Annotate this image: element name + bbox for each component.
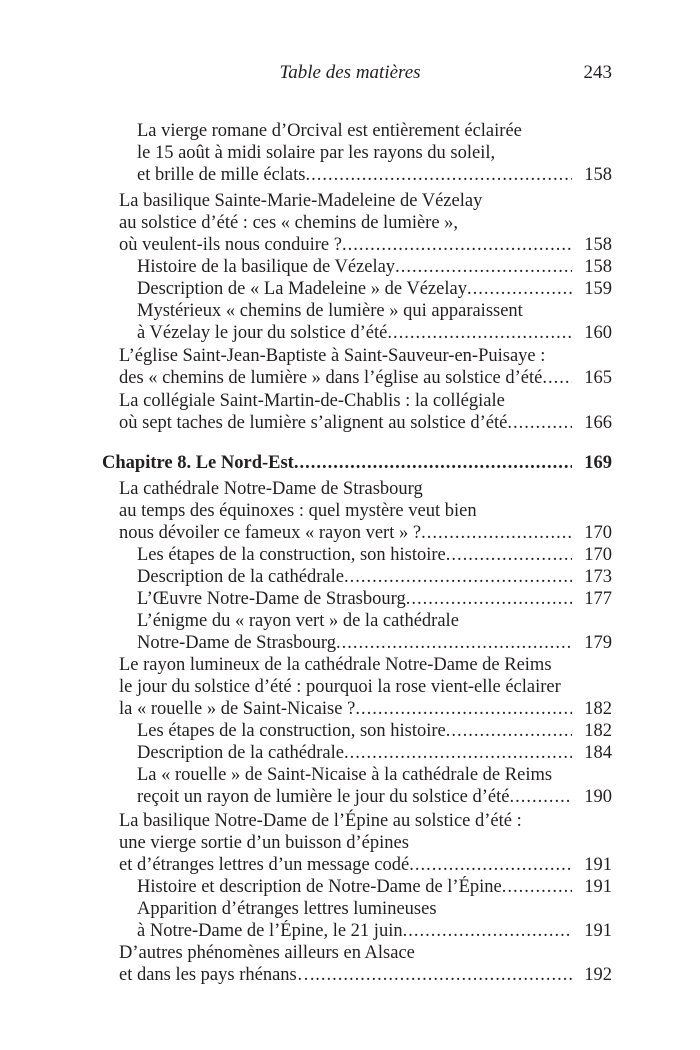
toc-page-number: 159: [584, 279, 612, 299]
toc-entry-text: où veulent-ils nous conduire ?: [119, 235, 342, 255]
toc-entry-text: reçoit un rayon de lumière le jour du solstice d’été: [137, 787, 510, 807]
toc-entry-text: L’Œuvre Notre-Dame de Strasbourg: [137, 589, 406, 609]
dot-leader: [342, 234, 572, 256]
toc-entry-text: Description de « La Madeleine » de Vézelay: [137, 279, 467, 299]
toc-entry-text: le jour du solstice d’été : pourquoi la rose vient-elle éclairer: [119, 677, 561, 697]
toc-entry-line: [137, 142, 700, 164]
dot-leader: [509, 786, 572, 808]
toc-entry: [119, 810, 700, 876]
toc-entry-text: L’église Saint-Jean-Baptiste à Saint-Sauveur-en-Puisaye :: [119, 346, 546, 366]
toc-entry-line: [119, 478, 700, 500]
toc-entry-line: [119, 676, 700, 698]
toc-entry-text: au solstice d’été : ces « chemins de lumière »,: [119, 213, 459, 233]
toc-entry-text: Description de la cathédrale: [137, 567, 344, 587]
toc-entry-text: Chapitre 8. Le Nord-Est: [102, 453, 294, 473]
toc-entry: [119, 478, 700, 544]
toc-entry-line: [119, 345, 700, 367]
toc-entry-line: [119, 832, 700, 854]
dot-leader: [344, 566, 572, 588]
toc-page-number: 160: [584, 323, 612, 343]
toc-entry-text: et d’étranges lettres d’un message codé: [119, 855, 410, 875]
toc-page-number: 191: [584, 855, 612, 875]
dot-leader: [387, 322, 572, 344]
toc-entry: [119, 190, 700, 256]
toc-entry-line: [119, 412, 700, 434]
toc-entry-text: et brille de mille éclats: [137, 165, 306, 185]
toc-page-number: 182: [584, 721, 612, 741]
toc-entry: [137, 588, 700, 610]
toc-entry-text: La « rouelle » de Saint-Nicaise à la cathédrale de Reims: [137, 765, 553, 785]
toc-entry-line: [119, 810, 700, 832]
toc-entry: [137, 898, 700, 942]
toc-entry: [137, 610, 700, 654]
toc-entry-text: La collégiale Saint-Martin-de-Chablis : la collégiale: [119, 391, 505, 411]
toc-page-number: 170: [584, 545, 612, 565]
toc-entry-line: [102, 452, 700, 474]
toc-entry-line: [137, 876, 700, 898]
running-title: Table des matières: [279, 62, 421, 83]
dot-leader: [409, 854, 572, 876]
dot-leader: [315, 964, 572, 986]
toc-entry: [137, 764, 700, 808]
toc-page-number: 158: [584, 165, 612, 185]
toc-entry-text: D’autres phénomènes ailleurs en Alsace: [119, 943, 415, 963]
toc-page-number: 177: [584, 589, 612, 609]
toc-entry: [137, 876, 700, 898]
toc-entry-line: [137, 632, 700, 654]
toc-entry-text: Histoire de la basilique de Vézelay: [137, 257, 396, 277]
dot-leader: [507, 412, 572, 434]
dot-leader: [502, 876, 572, 898]
toc-entry-line: [119, 854, 700, 876]
toc-entry: [137, 742, 700, 764]
page-number: 243: [583, 62, 612, 83]
toc-entry-line: [137, 164, 700, 186]
toc-entry-line: [119, 390, 700, 412]
dot-leader: [355, 698, 572, 720]
toc-entry-line: [119, 190, 700, 212]
toc-entry-text: Apparition d’étranges lettres lumineuses: [137, 899, 437, 919]
toc-page-number: 191: [584, 921, 612, 941]
dot-leader: [306, 164, 573, 186]
toc-page-number: 158: [584, 235, 612, 255]
toc-entry: [119, 345, 700, 389]
dot-leader: [344, 742, 572, 764]
dot-leader: [336, 632, 572, 654]
toc-entry-line: [137, 610, 700, 632]
toc-entry-text: Histoire et description de Notre-Dame de l’Épine: [137, 877, 502, 897]
toc-page-number: 173: [584, 567, 612, 587]
toc-entry: [119, 942, 700, 986]
toc-entry-line: [137, 278, 700, 300]
chapter-heading: [102, 452, 700, 474]
dot-leader: [403, 920, 572, 942]
toc-entry-text: une vierge sortie d’un buisson d’épines: [119, 833, 409, 853]
toc-entry-text: où sept taches de lumière s’alignent au solstice d’été: [119, 413, 508, 433]
toc-entry: [137, 120, 700, 186]
toc-entry-line: [119, 698, 700, 720]
toc-entry: [137, 300, 700, 344]
toc-entry-text: La basilique Notre-Dame de l’Épine au solstice d’été :: [119, 811, 522, 831]
dot-leader: [406, 588, 572, 610]
toc-entry-line: [137, 588, 700, 610]
toc-page-number: 190: [584, 787, 612, 807]
toc-entry-line: [137, 300, 700, 322]
toc-entry-text: La cathédrale Notre-Dame de Strasbourg: [119, 479, 423, 499]
toc-page-number: 191: [584, 877, 612, 897]
toc-entry-line: [119, 522, 700, 544]
toc-entry-line: [137, 256, 700, 278]
dot-leader: [446, 720, 572, 742]
toc-entry-text: Mystérieux « chemins de lumière » qui apparaissent: [137, 301, 523, 321]
toc-entry-line: [119, 964, 700, 986]
toc-entry-text: Les étapes de la construction, son histoire: [137, 545, 446, 565]
toc-page-number: 182: [584, 699, 612, 719]
toc-entry-line: [119, 212, 700, 234]
toc-entry-text: Les étapes de la construction, son histoire: [137, 721, 446, 741]
toc-entry-line: [137, 898, 700, 920]
running-header: [0, 62, 700, 90]
toc-page-number: 170: [584, 523, 612, 543]
dot-leader: [542, 367, 572, 389]
toc-page-number: 184: [584, 743, 612, 763]
toc-entry-text: au temps des équinoxes : quel mystère veut bien: [119, 501, 477, 521]
toc-entry-line: [137, 742, 700, 764]
toc-entry-text: Description de la cathédrale: [137, 743, 344, 763]
toc-entry-line: [137, 120, 700, 142]
dot-leader: [467, 278, 572, 300]
toc-entry-text: L’énigme du « rayon vert » de la cathédrale: [137, 611, 459, 631]
dot-leader: [421, 522, 572, 544]
toc-entry-text: à Vézelay le jour du solstice d’été: [137, 323, 388, 343]
toc-entry-line: [119, 942, 700, 964]
toc-entry-text: à Notre-Dame de l’Épine, le 21 juin: [137, 921, 403, 941]
toc-entry: [119, 654, 700, 720]
toc-entry-line: [137, 720, 700, 742]
toc-page-number: 192: [584, 965, 612, 985]
toc-entry: [137, 566, 700, 588]
toc-page-number: 158: [584, 257, 612, 277]
toc-entry-line: [119, 367, 700, 389]
toc-entry-text: le 15 août à midi solaire par les rayons du soleil,: [137, 143, 496, 163]
toc-page-number: 169: [584, 453, 612, 473]
toc-entry-text: nous dévoiler ce fameux « rayon vert » ?: [119, 523, 422, 543]
dot-leader: [294, 452, 572, 474]
toc-entry-line: [137, 544, 700, 566]
dot-leader: [395, 256, 572, 278]
toc-entry-text: La vierge romane d’Orcival est entièrement éclairée: [137, 121, 522, 141]
toc-entry-line: [119, 500, 700, 522]
toc-entry-line: [137, 920, 700, 942]
toc-entry-text: La basilique Sainte-Marie-Madeleine de Vézelay: [119, 191, 483, 211]
toc-entry-line: [137, 786, 700, 808]
toc-entry: [137, 720, 700, 742]
toc-page-number: 165: [584, 368, 612, 388]
toc-entry-text: Le rayon lumineux de la cathédrale Notre-Dame de Reims: [119, 655, 552, 675]
dot-leader: [446, 544, 572, 566]
toc-entry-line: [137, 764, 700, 786]
toc-entry-text: la « rouelle » de Saint-Nicaise ?: [119, 699, 356, 719]
toc-entry-text: Notre-Dame de Strasbourg: [137, 633, 336, 653]
toc-entry: [137, 278, 700, 300]
toc-entry-text: des « chemins de lumière » dans l’église au solstice d’été: [119, 368, 543, 388]
toc-entry-line: [119, 654, 700, 676]
toc-entry-line: [137, 566, 700, 588]
toc-entry: [119, 390, 700, 434]
toc-entry-text: et dans les pays rhénans…: [119, 965, 316, 985]
toc-page-number: 166: [584, 413, 612, 433]
toc-entry: [137, 544, 700, 566]
toc-entry-line: [119, 234, 700, 256]
toc-page-number: 179: [584, 633, 612, 653]
toc-entry-line: [137, 322, 700, 344]
toc-entry: [137, 256, 700, 278]
